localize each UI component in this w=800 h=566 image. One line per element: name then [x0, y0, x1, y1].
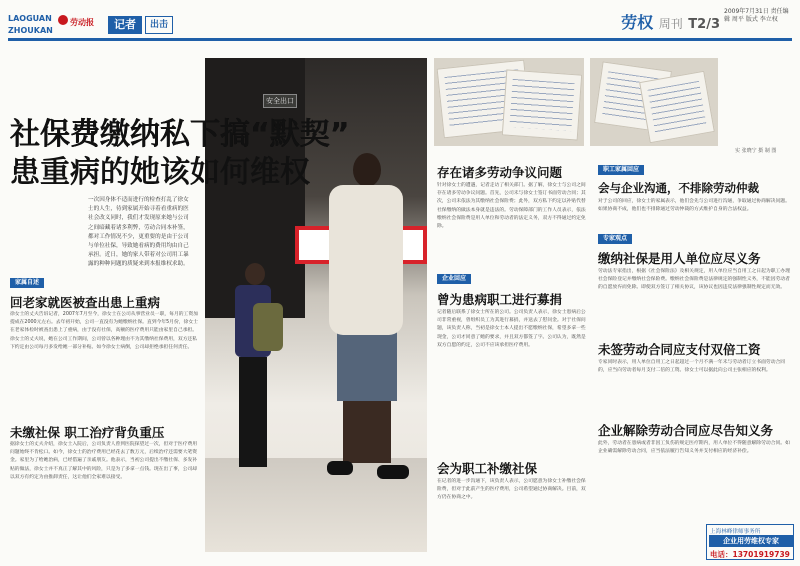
body-back-payment: 在记者的进一步沟通下，该负责人表示，公司愿意为徐女士补缴社会保险费，但对于此前产生的医疗费用，公司希望通过协商解决。目前，双方仍在协商之中。	[437, 479, 586, 501]
body-disputes: 针对徐女士的遭遇，记者走访了相关部门。据了解，徐女士与公司之间存在诸多劳动争议问题。首先，公司未与徐女士签订书面劳动合同；其次，公司未依法为其缴纳社会保险费；此外，双方私下约定以补贴代替社保缴纳的做法本身就是违法的。劳动保障部门的工作人员表示，依法缴纳社会保险费是用人单位和劳动者的法定义务，双方不得通过约定免除。	[437, 183, 586, 230]
tag-expert-view: 专家观点	[598, 234, 632, 244]
ad-firm-name: 上海林峰律师事务所	[710, 529, 761, 535]
page-name: 劳权	[621, 13, 654, 32]
newspaper-logo	[8, 14, 98, 38]
subhead-back-payment: 会为职工补缴社保	[437, 461, 538, 476]
page-title	[10, 116, 390, 192]
subhead-arbitration: 会与企业沟通，不排除劳动仲裁	[598, 181, 759, 195]
subhead-no-insurance: 未缴社保 职工治疗背负重压	[10, 425, 165, 440]
brand-dot-icon	[58, 15, 68, 25]
section-tag: 记者	[108, 16, 142, 34]
document-photo-1	[434, 58, 584, 146]
body-termination-notice: 此外，劳动者在患病或者非因工负伤的规定医疗期内，用人单位不得随意解除劳动合同。如企业确需解除劳动合同，应当依法履行告知义务并支付相应的经济补偿。	[598, 441, 790, 455]
lead-paragraph: 一次因身体不适而进行的检查打乱了徐女士的人生，待到家属开始寻着看重病的医社会改义同时，我们才发现原来她与公司之间暗藏着诸多利弊，劳动合同本补签，都对工作情况不少，更重要的是由于公司与单位社保，导致她看病的费用均由自己承担。近日，她的家人带着对公司用工暴露的种种问题的质疑来到本报维权求助。	[88, 197, 189, 268]
section-sub: 出击	[145, 16, 173, 34]
brand-line2: ZHOUKAN	[8, 26, 53, 35]
tag-company-response: 企业回应	[437, 274, 471, 284]
ad-phone: 电话：13701919739	[710, 550, 790, 559]
body-double-wages: 专家同时表示，用人单位自用工之日起超过一个月不满一年未与劳动者订立书面劳动合同的，应当向劳动者每月支付二倍的工资。徐女士可以据此向公司主张相应的权利。	[598, 360, 786, 374]
body-diagnosis: 徐女士的丈夫告诉记者，2007年7月至今，徐女士在公司从事营业员一职，每月的工资加提成在2000元左右。去年初开始，公司一直没有为她缴纳社保。直到今年5月份，徐女士在老家体检时被查出患上了重病，由于没有社保，高额的医疗费用只能由家里自己承担。徐女士的丈夫说，她在公司工作期间，公司曾以各种理由不为其缴纳社保费用，双方还私下约定由公司每月多发给她一部分补贴。如今徐女士病倒，公司却拒绝承担任何责任。	[10, 312, 198, 350]
body-no-insurance: 据徐女士的丈夫介绍，徐女士入院后，公司负责人曾到医院探望过一次，但对于医疗费用问题始终不肯松口。如今，徐女士的治疗费用已经花去了数万元，后续治疗还需要大笔资金。家里为了给她治病，已经借遍了亲戚朋友。他表示，当初公司提出不缴社保、多发补贴的做法，徐女士并不真正了解其中的风险，只是为了多拿一点钱。现在出了事，公司却以双方有约定为由推卸责任，这让他们全家难以接受。	[10, 442, 198, 480]
brand-red-text: 劳动报	[70, 18, 94, 27]
headline-line1: 社保费缴纳私下搞“默契”	[10, 117, 350, 152]
tag-family-response: 职工家属回应	[598, 165, 644, 175]
law-firm-ad	[706, 524, 794, 560]
subhead-disputes: 存在诸多劳动争议问题	[437, 165, 563, 180]
page-label	[621, 10, 720, 33]
brand-line1: LAOGUAN	[8, 14, 52, 23]
photo-person-right	[313, 153, 413, 483]
ad-slogan: 企业用劳维权专家	[709, 535, 793, 547]
header-divider	[8, 38, 792, 41]
photo-caption: 实 张晓宁 摄 制 图	[735, 148, 777, 154]
body-arbitration: 对于公司的回应，徐女士的家属表示，他们会先与公司进行沟通，争取通过协商解决问题。如果协商不成，他们也不排除通过劳动仲裁的方式维护自身的合法权益。	[598, 199, 790, 213]
document-photo-2	[590, 58, 718, 146]
exit-sign: 安全出口	[263, 94, 297, 108]
subhead-double-wages: 未签劳动合同应支付双倍工资	[598, 342, 761, 357]
page-sep: 周刊	[658, 17, 683, 31]
subhead-employer-duty: 缴纳社保是用人单位应尽义务	[598, 251, 761, 266]
headline-line2: 患重病的她该如何维权	[10, 155, 310, 190]
photo-person-left	[223, 263, 283, 478]
body-employer-duty: 劳动法专家指出，根据《社会保险法》及相关规定，用人单位应当自用工之日起为职工办理社会保险登记并缴纳社会保险费。缴纳社会保险费是法律规定的强制性义务，不能因劳动者的自愿放弃而免除。即使双方签订了相关协议，该协议也因违反法律强制性规定而无效。	[598, 269, 790, 291]
subhead-termination-notice: 企业解除劳动合同应尽告知义务	[598, 423, 774, 438]
subhead-fundraising: 曾为患病职工进行募捐	[437, 292, 563, 307]
page-header	[0, 0, 800, 50]
issue-date: 2009年7月31日 责任编辑 周平 版式 李立权	[724, 8, 789, 23]
page-number: T2/3	[688, 17, 720, 32]
tag-family-statement: 家属自述	[10, 278, 44, 288]
subhead-diagnosis: 回老家就医被查出患上重病	[10, 295, 161, 310]
body-fundraising: 记者随后联系了徐女士所在的公司。公司负责人表示，徐女士患病后公司非常重视，曾组织员工为其进行募捐，并送去了慰问金。对于社保问题，该负责人称，当初是徐女士本人提出不愿缴纳社保，希望多拿一些现金，公司才同意了她的要求，并且双方都签了字。公司认为，既然是双方自愿的约定，公司不应该承担医疗费用。	[437, 310, 586, 348]
